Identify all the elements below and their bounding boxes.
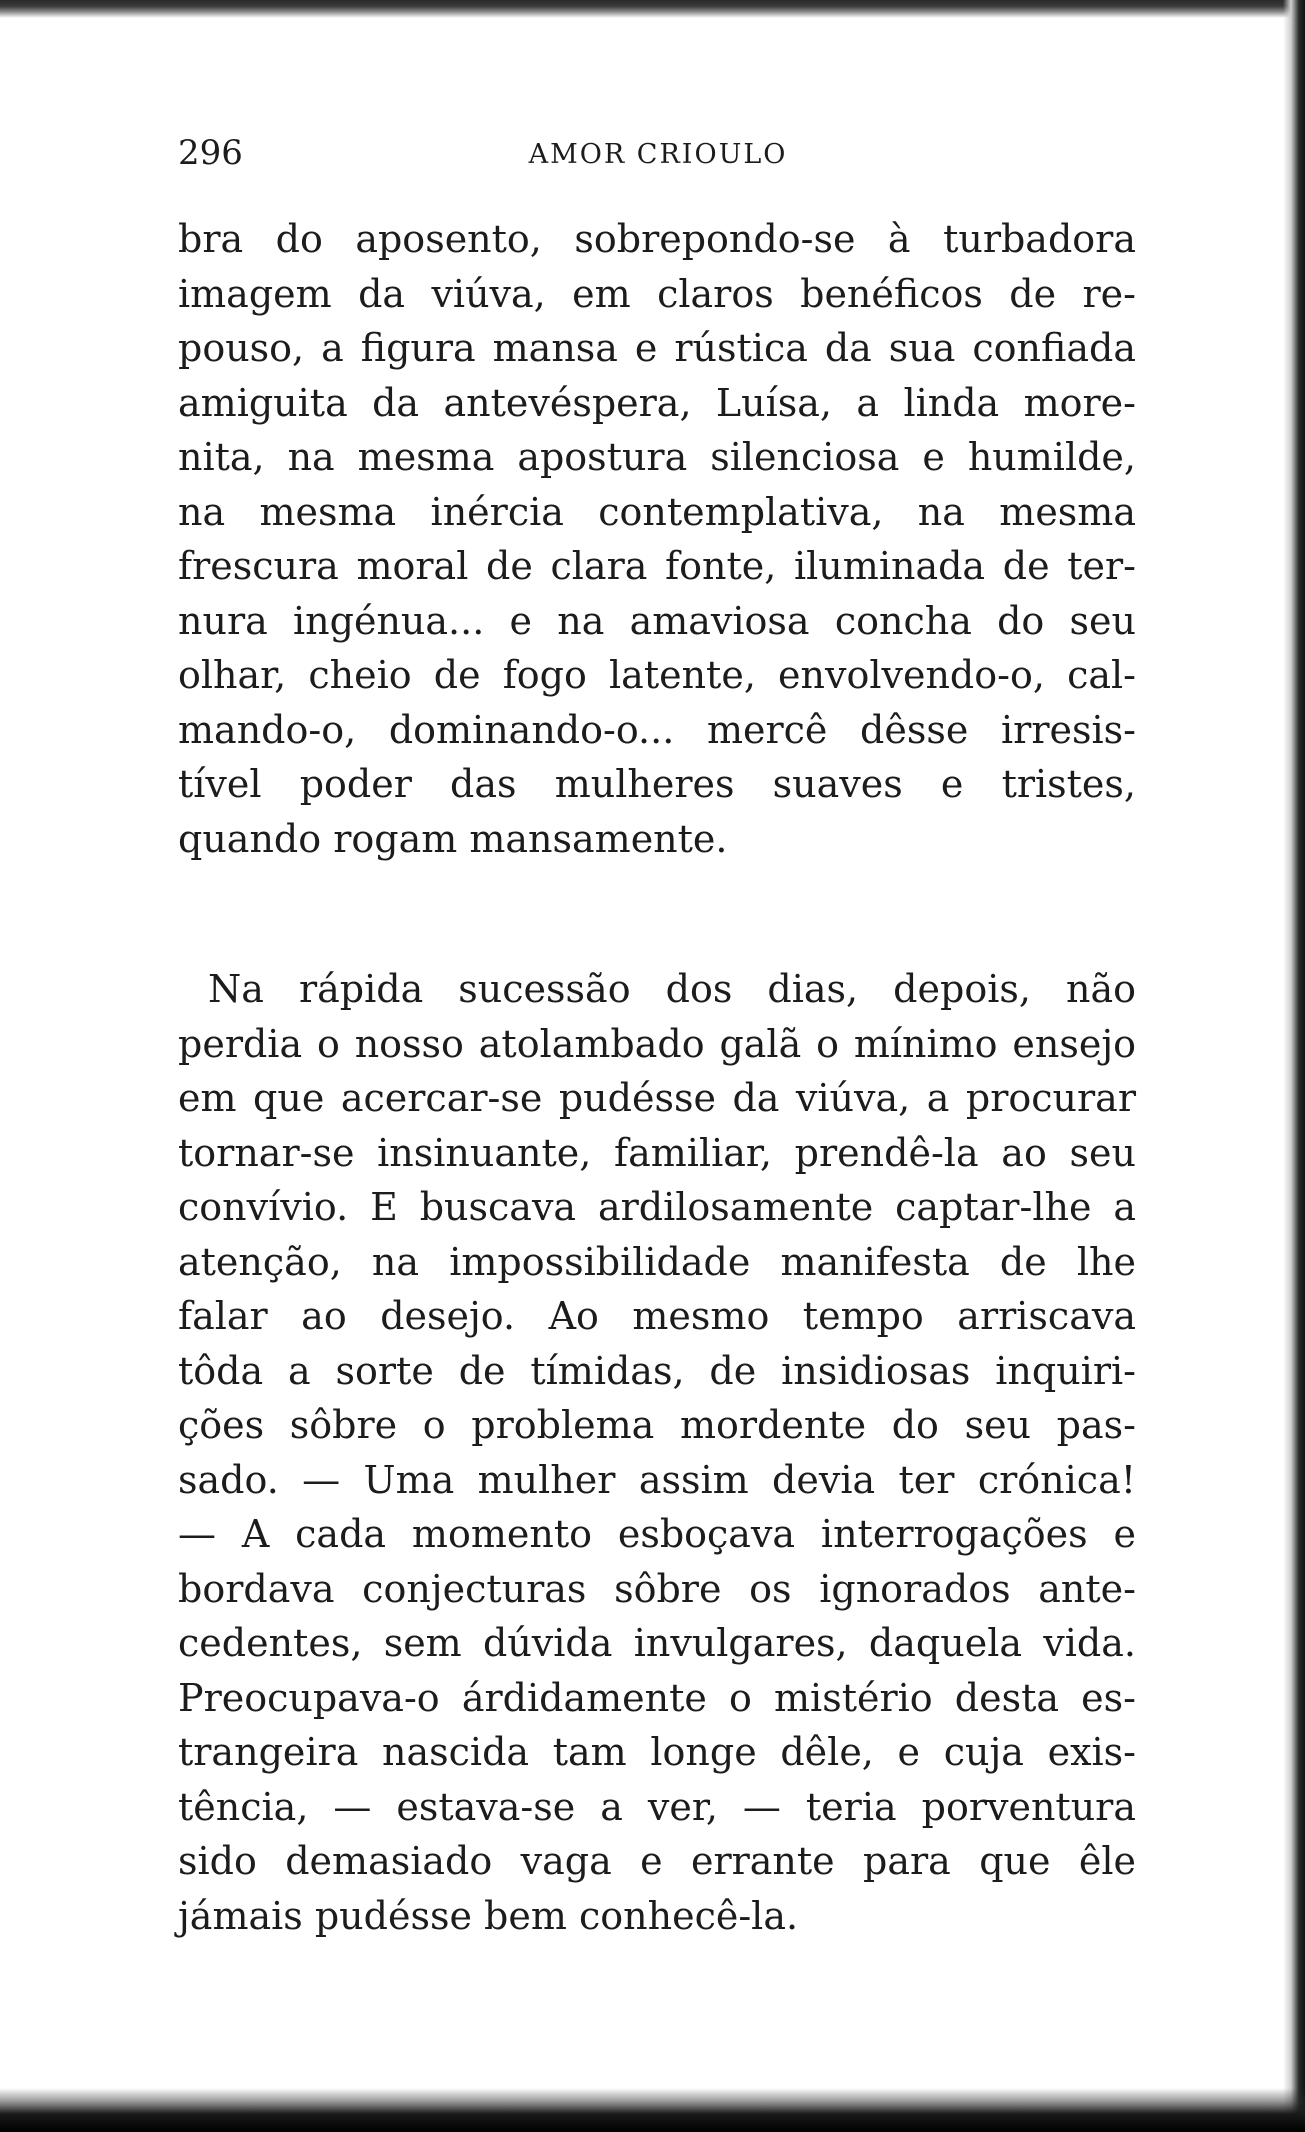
text-line: Preocupava-o árdidamente o mistério desta es- [178,1675,1136,1720]
text-line: frescura moral de clara fonte, iluminada de ter- [178,544,1136,588]
text-line: na mesma inércia contemplativa, na mesma [178,489,1136,534]
page-number: 296 [178,133,243,173]
text-line: nita, na mesma apostura silenciosa e humilde, [178,435,1136,479]
text-line: tornar-se insinuante, familiar, prendê-la ao seu [178,1130,1136,1175]
text-line: falar ao desejo. Ao mesmo tempo arriscava [178,1294,1136,1338]
text-line: atenção, na impossibilidade manifesta de lhe [178,1239,1136,1284]
text-line: nura ingénua... e na amaviosa concha do seu [178,598,1136,643]
running-title: AMOR CRIOULO [528,139,788,170]
text-line: olhar, cheio de fogo latente, envolvendo-o, cal- [178,653,1136,697]
text-line: em que acercar-se pudésse da viúva, a procurar [178,1076,1136,1120]
text-line: imagem da viúva, em claros benéficos de re- [178,271,1136,316]
paragraph-2 [178,962,1136,1943]
text-line: quando rogam mansamente. [178,816,728,861]
text-line: perdia o nosso atolambado galã o mínimo ensejo [178,1021,1136,1066]
page-header [178,128,1138,178]
text-line: cedentes, sem dúvida invulgares, daquela vida. [178,1621,1136,1665]
scan-right-edge [1283,0,1305,2132]
text-line: amiguita da antevéspera, Luísa, a linda more- [178,380,1136,425]
text-line: jámais pudésse bem conhecê-la. [178,1893,799,1938]
text-line: ções sôbre o problema mordente do seu pas- [178,1403,1136,1447]
text-line: sado. — Uma mulher assim devia ter crónica! [178,1457,1136,1502]
text-line: tôda a sorte de tímidas, de insidiosas inquiri- [178,1348,1136,1393]
text-line: Na rápida sucessão dos dias, depois, não [208,967,1136,1011]
text-line: tência, — estava-se a ver, — teria porventura [178,1784,1136,1829]
scan-top-edge [0,0,1305,18]
paragraph-1 [178,212,1136,866]
text-line: pouso, a figura mansa e rústica da sua confiada [178,326,1136,370]
text-line: — A cada momento esboçava interrogações e [178,1512,1136,1556]
text-line: sido demasiado vaga e errante para que êle [178,1839,1136,1883]
text-line: tível poder das mulheres suaves e tristes, [178,762,1136,806]
text-line: convívio. E buscava ardilosamente captar-lhe a [178,1185,1136,1229]
text-line: trangeira nascida tam longe dêle, e cuja exis- [178,1730,1136,1774]
text-line: bra do aposento, sobrepondo-se à turbadora [178,217,1136,261]
text-line: mando-o, dominando-o... mercê dêsse irresis- [178,707,1136,752]
text-line: bordava conjecturas sôbre os ignorados ante- [178,1566,1136,1611]
scan-bottom-edge [0,2088,1305,2132]
